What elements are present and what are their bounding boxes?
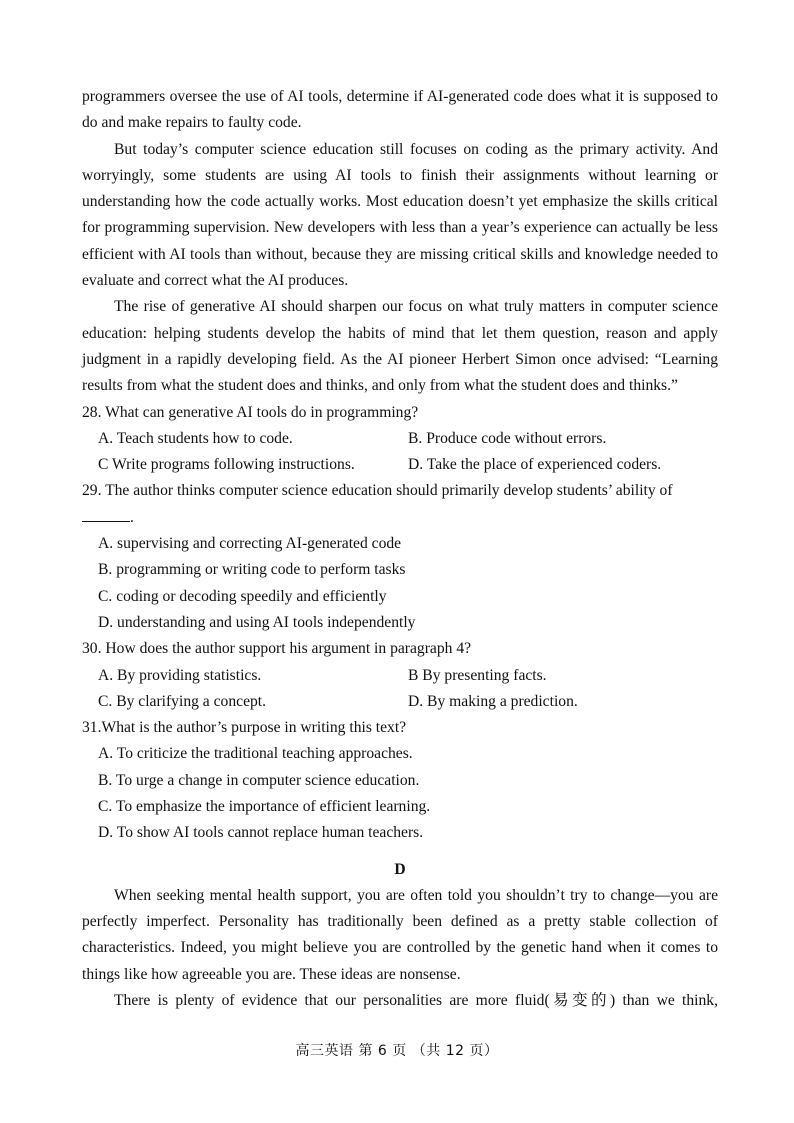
question-29-option-d: D. understanding and using AI tools independently <box>98 613 416 631</box>
question-30-option-c: C. By clarifying a concept. <box>98 692 267 710</box>
question-29 <box>82 478 718 636</box>
passage-c-paragraph-1: programmers oversee the use of AI tools, determine if AI-generated code does what it is supposed to do and make repairs to faulty code. <box>82 88 718 132</box>
question-28-option-a: A. Teach students how to code. <box>98 429 293 447</box>
question-28-option-b: B. Produce code without errors. <box>408 429 607 447</box>
question-30-option-a: A. By providing statistics. <box>98 666 262 684</box>
question-31 <box>82 715 718 846</box>
passage-d-paragraph-2: There is plenty of evidence that our personalities are more fluid(易变的) than we think, <box>114 991 718 1009</box>
question-31-option-b: B. To urge a change in computer science education. <box>98 771 420 789</box>
question-30-option-b: B By presenting facts. <box>408 666 547 684</box>
question-28-option-d: D. Take the place of experienced coders. <box>408 456 662 474</box>
question-29-option-b: B. programming or writing code to perform tasks <box>98 561 406 579</box>
passage-d-title: D <box>394 860 406 878</box>
question-28-option-c: C Write programs following instructions. <box>98 456 355 474</box>
answer-blank <box>82 507 130 522</box>
question-28-stem: 28. What can generative AI tools do in programming? <box>82 403 419 421</box>
question-31-option-c: C. To emphasize the importance of efficient learning. <box>98 798 431 816</box>
question-30-stem: 30. How does the author support his argument in paragraph 4? <box>82 640 472 658</box>
question-31-option-d: D. To show AI tools cannot replace human teachers. <box>98 824 424 842</box>
exam-page <box>82 84 718 1014</box>
question-29-option-a: A. supervising and correcting AI-generated code <box>98 535 402 553</box>
question-29-stem-text: 29. The author thinks computer science education should primarily develop students’ ability of <box>82 482 673 500</box>
passage-c-paragraph-3: The rise of generative AI should sharpen our focus on what truly matters in computer science education: helping students develop the habits of mind that let them question, reason and apply judgment in a rapidly developing field. As the AI pioneer Herbert Simon once advised: “Learning results from what the student does and thinks, and only from what the student does and thinks.” <box>82 298 718 395</box>
question-30-option-d: D. By making a prediction. <box>408 692 578 710</box>
passage-c-paragraph-2: But today’s computer science education still focuses on coding as the primary activity. And worryingly, some students are using AI tools to finish their assignments without learning or understanding how the code actually works. Most education doesn’t yet emphasize the skills critical for programming supervision. New developers with less than a year’s experience can actually be less efficient with AI tools than without, because they are missing critical skills and knowledge needed to evaluate and correct what the AI produces. <box>82 140 718 290</box>
passage-d-paragraph-1: When seeking mental health support, you are often told you shouldn’t try to change—you are perfectly imperfect. Personality has traditionally been defined as a pretty stable collection of characteristics. Indeed, you might believe you are controlled by the genetic hand when it comes to things like how agreeable you are. These ideas are nonsense. <box>82 886 718 983</box>
page-footer: 高三英语 第 6 页 （共 12 页） <box>295 1043 499 1059</box>
question-30 <box>82 636 718 715</box>
question-28 <box>82 400 718 479</box>
question-29-stem-end: . <box>130 508 134 526</box>
question-31-option-a: A. To criticize the traditional teaching approaches. <box>98 745 413 763</box>
question-29-option-c: C. coding or decoding speedily and efficiently <box>98 587 387 605</box>
question-29-stem <box>82 478 718 531</box>
question-31-stem: 31.What is the author’s purpose in writing this text? <box>82 719 407 737</box>
